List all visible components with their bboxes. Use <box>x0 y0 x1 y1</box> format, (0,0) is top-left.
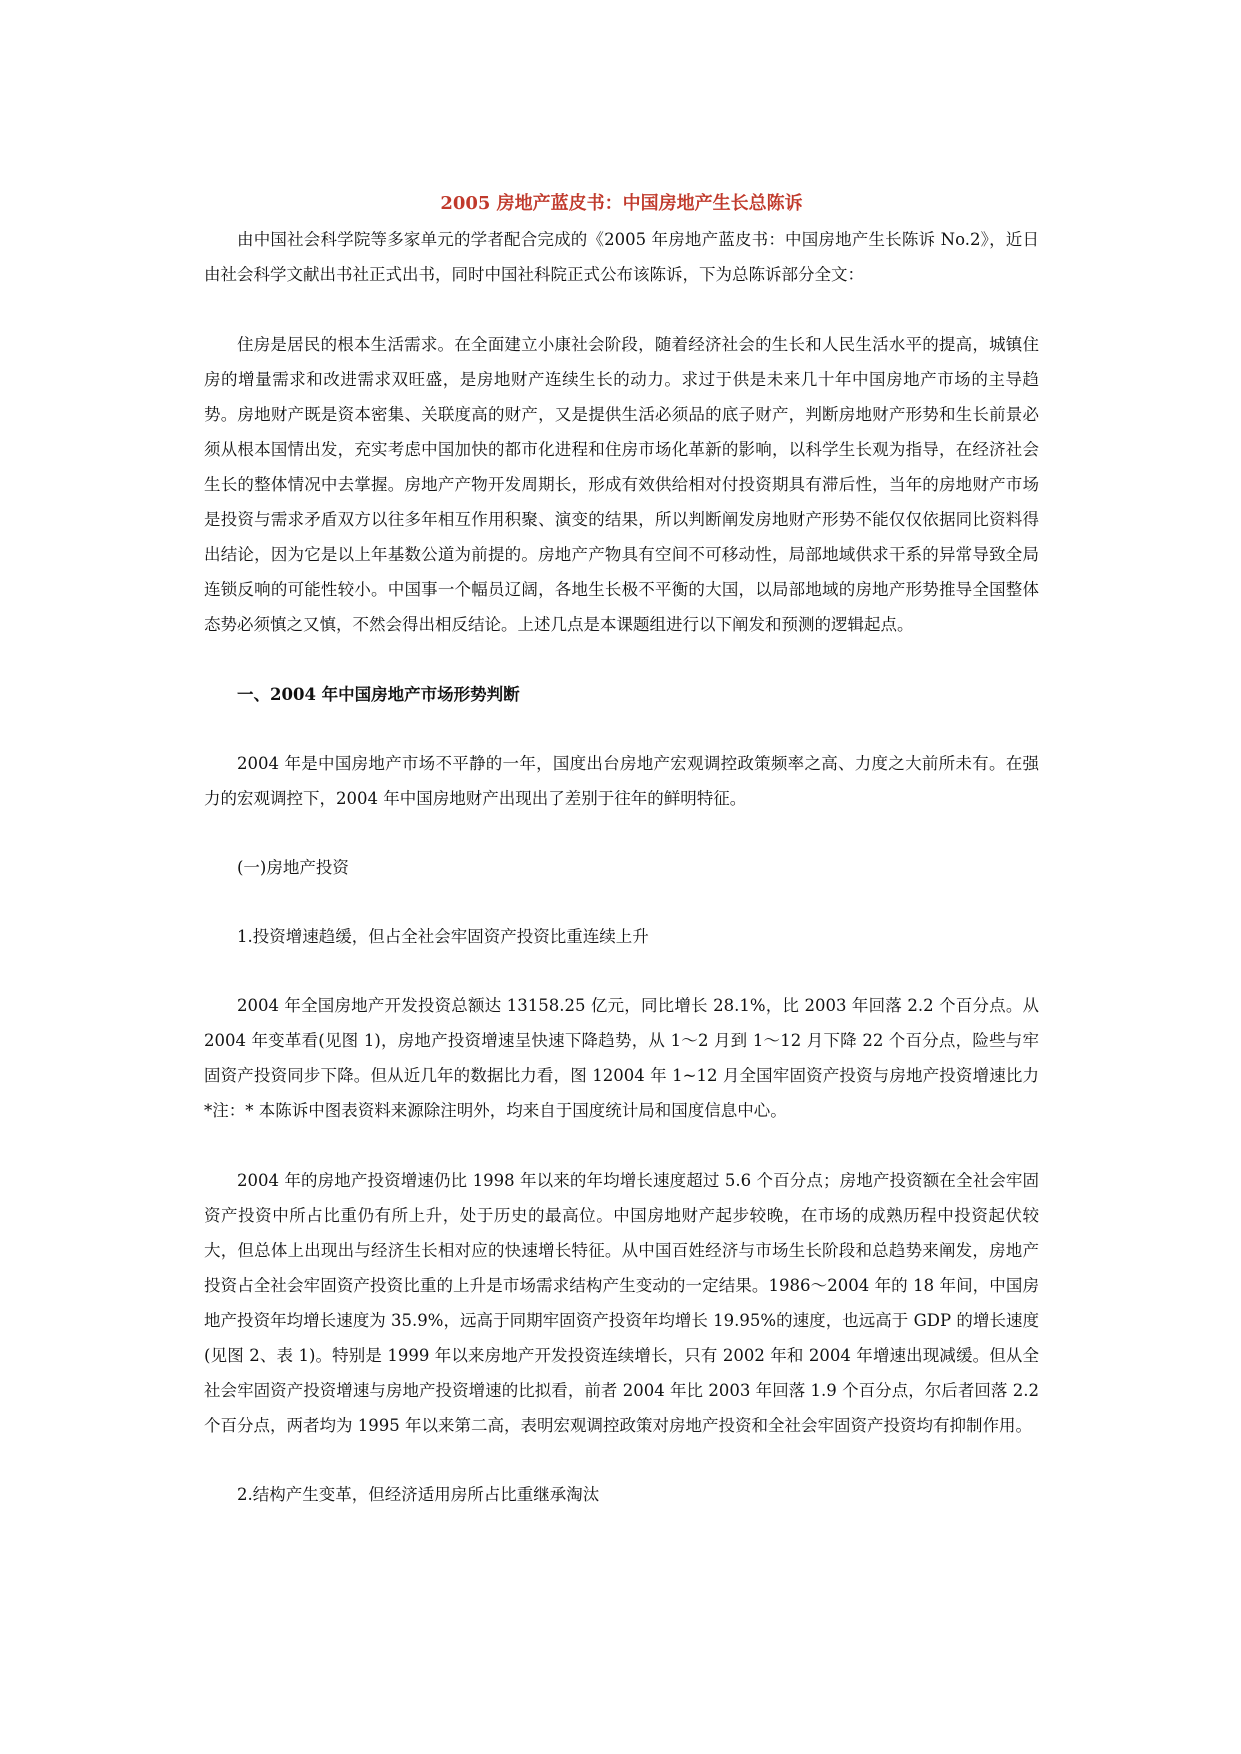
point-heading-investment-growth: 1.投资增速趋缓，但占全社会牢固资产投资比重连续上升 <box>237 927 649 946</box>
body-paragraph-housing-demand: 住房是居民的根本生活需求。在全面建立小康社会阶段，随着经济社会的生长和人民生活水平的提高，城镇住房的增量需求和改进需求双旺盛，是房地财产连续生长的动力。求过于供是未来几十年中国房地产市场的主导趋势。房地财产既是资本密集、关联度高的财产，又是提供生活必须品的底子财产，判断房地财产形势和生长前景必须从根本国情出发，充实考虑中国加快的都市化进程和住房市场化革新的影响，以科学生长观为指导，在经济社会生长的整体情况中去掌握。房地产产物开发周期长，形成有效供给相对付投资期具有滞后性，当年的房地财产市场是投资与需求矛盾双方以往多年相互作用积聚、演变的结果，所以判断阐发房地财产形势不能仅仅依据同比资料得出结论，因为它是以上年基数公道为前提的。房地产产物具有空间不可移动性，局部地域供求干系的异常导致全局连锁反响的可能性较小。中国事一个幅员辽阔，各地生长极不平衡的大国，以局部地域的房地产形势推导全国整体态势必须慎之又慎，不然会得出相反结论。上述几点是本课题组进行以下阐发和预测的逻辑起点。 <box>204 335 1039 634</box>
subsection-heading-investment: (一)房地产投资 <box>237 858 349 877</box>
section-heading-2004-market: 一、2004 年中国房地产市场形势判断 <box>237 685 520 704</box>
point-heading-structure-change: 2.结构产生变革，但经济适用房所占比重继承淘汰 <box>237 1485 600 1504</box>
document-title: 2005 房地产蓝皮书：中国房地产生长总陈诉 <box>440 193 803 214</box>
intro-paragraph: 由中国社会科学院等多家单元的学者配合完成的《2005 年房地产蓝皮书：中国房地产生长陈诉 No.2》，近日由社会科学文献出书社正式出书，同时中国社科院正式公布该陈诉，下为总陈诉部分全文： <box>204 230 1039 284</box>
body-paragraph-investment-total: 2004 年全国房地产开发投资总额达 13158.25 亿元，同比增长 28.1%，比 2003 年回落 2.2 个百分点。从 2004 年变革看(见图 1)，房地产投资增速呈快速下降趋势，从 1～2 月到 1～12 月下降 22 个百分点，险些与牢固资产投资同步下降。但从近几年的数据比力看，图 12004 年 1~12 月全国牢固资产投资与房地产投资增速比力*注：* 本陈诉中图表资料来源除注明外，均来自于国度统计局和国度信息中心。 <box>204 996 1039 1120</box>
document-page <box>204 186 1039 1512</box>
body-paragraph-investment-trend: 2004 年的房地产投资增速仍比 1998 年以来的年均增长速度超过 5.6 个百分点；房地产投资额在全社会牢固资产投资中所占比重仍有所上升，处于历史的最高位。中国房地财产起步较晚，在市场的成熟历程中投资起伏较大，但总体上出现出与经济生长相对应的快速增长特征。从中国百姓经济与市场生长阶段和总趋势来阐发，房地产投资占全社会牢固资产投资比重的上升是市场需求结构产生变动的一定结果。1986～2004 年的 18 年间，中国房地产投资年均增长速度为 35.9%，远高于同期牢固资产投资年均增长 19.95%的速度，也远高于 GDP 的增长速度(见图 2、表 1)。特别是 1999 年以来房地产开发投资连续增长，只有 2002 年和 2004 年增速出现减缓。但从全社会牢固资产投资增速与房地产投资增速的比拟看，前者 2004 年比 2003 年回落 1.9 个百分点，尔后者回落 2.2 个百分点，两者均为 1995 年以来第二高，表明宏观调控政策对房地产投资和全社会牢固资产投资均有抑制作用。 <box>204 1171 1039 1435</box>
body-paragraph-2004-overview: 2004 年是中国房地产市场不平静的一年，国度出台房地产宏观调控政策频率之高、力度之大前所未有。在强力的宏观调控下，2004 年中国房地财产出现出了差别于往年的鲜明特征。 <box>204 754 1039 808</box>
